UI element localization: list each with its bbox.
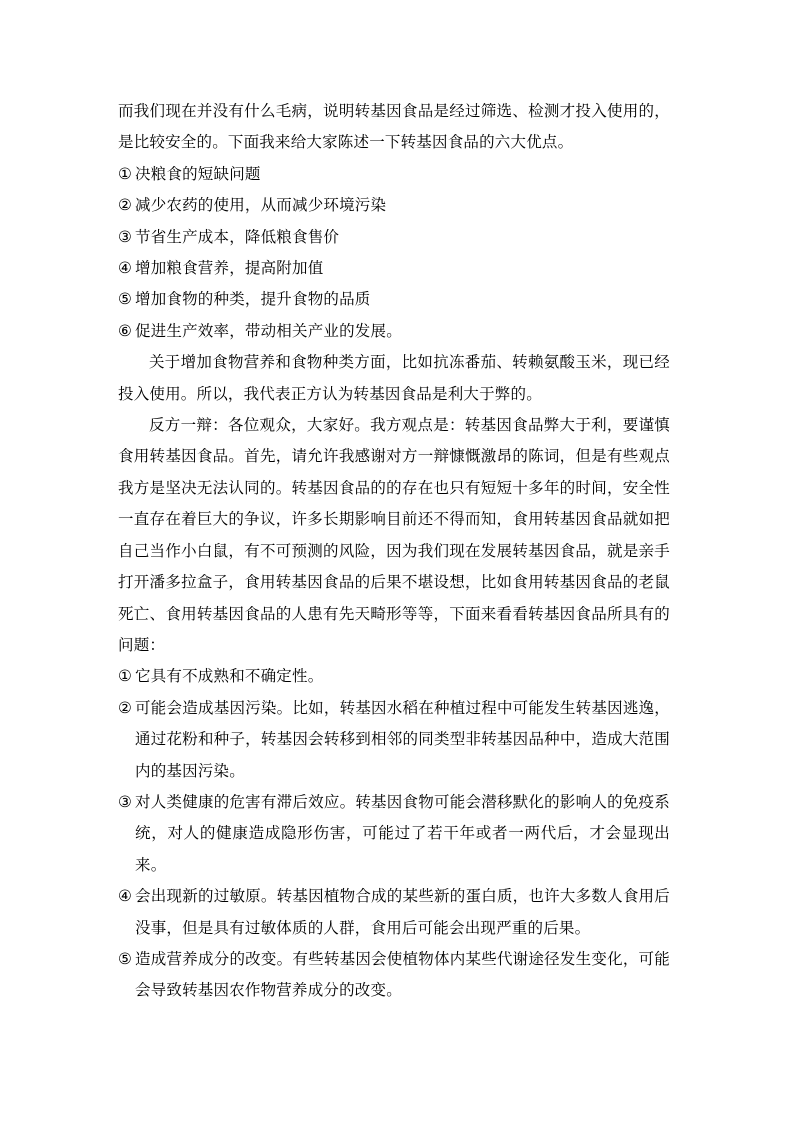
opposition-paragraph: 反方一辩：各位观众，大家好。我方观点是：转基因食品弊大于利，要谨慎食用转基因食品。首先，请允许我感谢对方一辩慷慨激昂的陈词，但是有些观点我方是坚决无法认同的。转基因食品的的存在也只有短短十多年的时间，安全性一直存在着巨大的争议，许多长期影响目前还不得而知，食用转基因食品就如把自己当作小白鼠，有不可预测的风险，因为我们现在发展转基因食品，就是亲手打开潘多拉盒子，食用转基因食品的后果不堪设想，比如食用转基因食品的老鼠死亡、食用转基因食品的人患有先天畸形等等，下面来看看转基因食品所具有的问题： (118, 416, 670, 654)
intro-paragraph: 而我们现在并没有什么毛病，说明转基因食品是经过筛选、检测才投入使用的，是比较安全的。下面我来给大家陈述一下转基因食品的六大优点。 (118, 102, 670, 152)
list-item (118, 284, 670, 315)
list-item (118, 190, 670, 221)
item-text: 增加食物的种类，提升食物的品质 (135, 290, 371, 309)
item-text: 增加粮食营养，提高附加值 (135, 259, 324, 278)
list-item (118, 159, 670, 190)
item-number: ② (118, 698, 133, 717)
list-item (118, 787, 670, 881)
item-number: ⑤ (118, 290, 133, 309)
advantages-list (118, 159, 670, 347)
item-number: ③ (118, 227, 133, 246)
list-item (118, 881, 670, 944)
item-text: 会出现新的过敏原。转基因植物合成的某些新的蛋白质，也许大多数人食用后没事，但是具有过敏体质的人群，食用后可能会出现严重的后果。 (135, 887, 670, 937)
list-item (118, 253, 670, 284)
item-text: 造成营养成分的改变。有些转基因会使植物体内某些代谢途径发生变化，可能会导致转基因农作物营养成分的改变。 (135, 949, 670, 1000)
document-page (118, 96, 670, 1007)
example-paragraph: 关于增加食物营养和食物种类方面，比如抗冻番茄、转赖氨酸玉米，现已经投入使用。所以，我代表正方认为转基因食品是利大于弊的。 (118, 353, 670, 403)
item-text: 可能会造成基因污染。比如，转基因水稻在种植过程中可能发生转基因逃逸，通过花粉和种子，转基因会转移到相邻的同类型非转基因品种中，造成大范围内的基因污染。 (135, 698, 670, 780)
item-text: 减少农药的使用，从而减少环境污染 (135, 196, 387, 215)
item-text: 决粮食的短缺问题 (135, 164, 261, 183)
item-number: ③ (118, 792, 133, 811)
item-number: ④ (118, 259, 133, 278)
list-item (118, 316, 670, 347)
item-text: 节省生产成本，降低粮食售价 (135, 227, 340, 246)
list-item (118, 222, 670, 253)
list-item (118, 661, 670, 692)
item-text: 对人类健康的危害有滞后效应。转基因食物可能会潜移默化的影响人的免疫系统，对人的健康造成隐形伤害，可能过了若干年或者一两代后，才会显现出来。 (135, 792, 670, 874)
problems-list (118, 661, 670, 1006)
item-number: ① (118, 667, 133, 686)
item-number: ④ (118, 887, 133, 906)
list-item (118, 944, 670, 1007)
item-text: 促进生产效率，带动相关产业的发展。 (135, 321, 402, 340)
list-item (118, 693, 670, 787)
item-number: ② (118, 196, 133, 215)
item-text: 它具有不成熟和不确定性。 (135, 667, 324, 686)
item-number: ⑤ (118, 949, 133, 968)
item-number: ① (118, 164, 133, 183)
item-number: ⑥ (118, 321, 133, 340)
